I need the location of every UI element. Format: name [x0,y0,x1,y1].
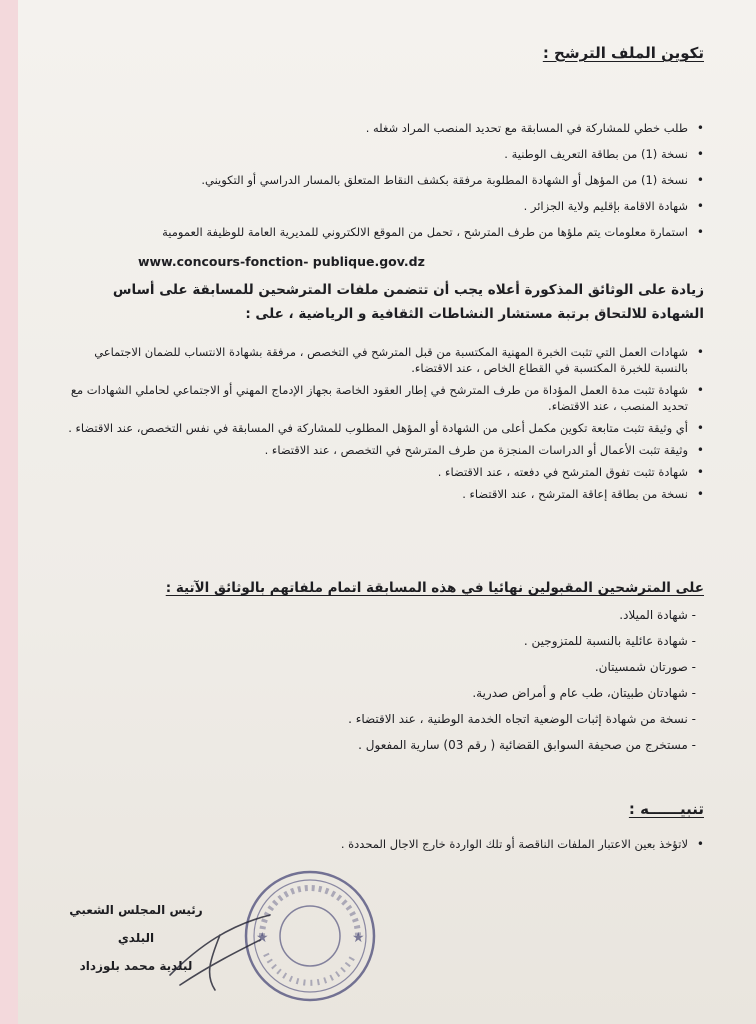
list-item: - نسخة من شهادة إثبات الوضعية اتجاه الخدمة الوطنية ، عند الاقتضاء . [348,712,696,726]
website-url: www.concours-fonction- publique.gov.dz [138,254,425,269]
list-item: • استمارة معلومات يتم ملؤها من طرف المترشح ، تحمل من الموقع الالكتروني للمديرية العامة للوظيفة العمومية [64,224,704,240]
svg-text:★: ★ [352,930,365,946]
section-title-accepted-candidates: على المترشحين المقبولين نهائيا في هذه المسابقة اتمام ملفاتهم بالوثائق الآتية : [165,580,704,596]
signatory-title: رئيس المجلس الشعبي البلدي [69,903,203,945]
handwritten-signature-icon [160,905,280,995]
pink-margin-strip [0,0,18,1024]
list-item: • شهادة تثبت تفوق المترشح في دفعته ، عند الاقتضاء . [64,464,704,480]
list-item: • شهادة الاقامة بإقليم ولاية الجزائر . [64,198,704,214]
list-item: • أي وثيقة تثبت متابعة تكوين مكمل أعلى من الشهادة أو المؤهل المطلوب للمشاركة في المسابقة في نفس التخصص، عند الاقتضاء . [64,420,704,436]
list-item: • لاتؤخذ بعين الاعتبار الملفات الناقصة أو تلك الواردة خارج الاجال المحددة . [64,836,704,852]
list-item: • شهادات العمل التي تثبت الخبرة المهنية المكتسبة من قبل المترشح في التخصص ، مرفقة بشهادة الانتساب للضمان الاجتماعي بالنسبة للخبرة المكتسبة في القطاع الخاص ، عند الاقتضاء. [64,344,704,376]
list-item: - شهادة الميلاد. [619,608,696,622]
list-item: • شهادة تثبت مدة العمل المؤداة من طرف المترشح في إطار العقود الخاصة بجهاز الإدماج المهني أو الاجتماعي لحاملي الشهادات مع تحديد المنصب ، عند الاقتضاء. [64,382,704,414]
additional-documents-list [64,344,704,502]
signatory-municipality: لبلدية محمد بلوزداد [79,959,193,973]
svg-text:★: ★ [256,930,269,946]
list-item: • وثيقة تثبت الأعمال أو الدراسات المنجزة من طرف المترشح في التخصص ، عند الاقتضاء . [64,442,704,458]
final-documents-list [176,602,696,758]
document-content [18,0,756,1024]
section-title-file-composition: تكوين الملف الترشح : [542,44,704,62]
list-item: • طلب خطي للمشاركة في المسابقة مع تحديد المنصب المراد شغله . [64,120,704,136]
list-item: • نسخة من بطاقة إعاقة المترشح ، عند الاقتضاء . [64,486,704,502]
list-item: - صورتان شمسيتان. [594,660,696,674]
list-item: • نسخة (1) من بطاقة التعريف الوطنية . [64,146,704,162]
list-item: - مستخرج من صحيفة السوابق القضائية ( رقم 03) سارية المفعول . [358,738,696,752]
list-item: - شهادتان طبيتان، طب عام و أمراض صدرية. [472,686,696,700]
notice-title: تنبيــــــه : [628,800,704,818]
notice-list [64,836,704,852]
file-documents-list [64,120,704,240]
list-item: • نسخة (1) من المؤهل أو الشهادة المطلوبة مرفقة بكشف النقاط المتعلق بالمسار الدراسي أو التكويني. [64,172,704,188]
additional-documents-intro: زيادة على الوثائق المذكورة أعلاه يجب أن تتضمن ملفات المترشحين للمسابقة على أساس الشهادة للالتحاق برتبة مستشار النشاطات الثقافية و الرياضية ، على : [112,282,704,322]
list-item: - شهادة عائلية بالنسبة للمتزوجين . [523,634,696,648]
